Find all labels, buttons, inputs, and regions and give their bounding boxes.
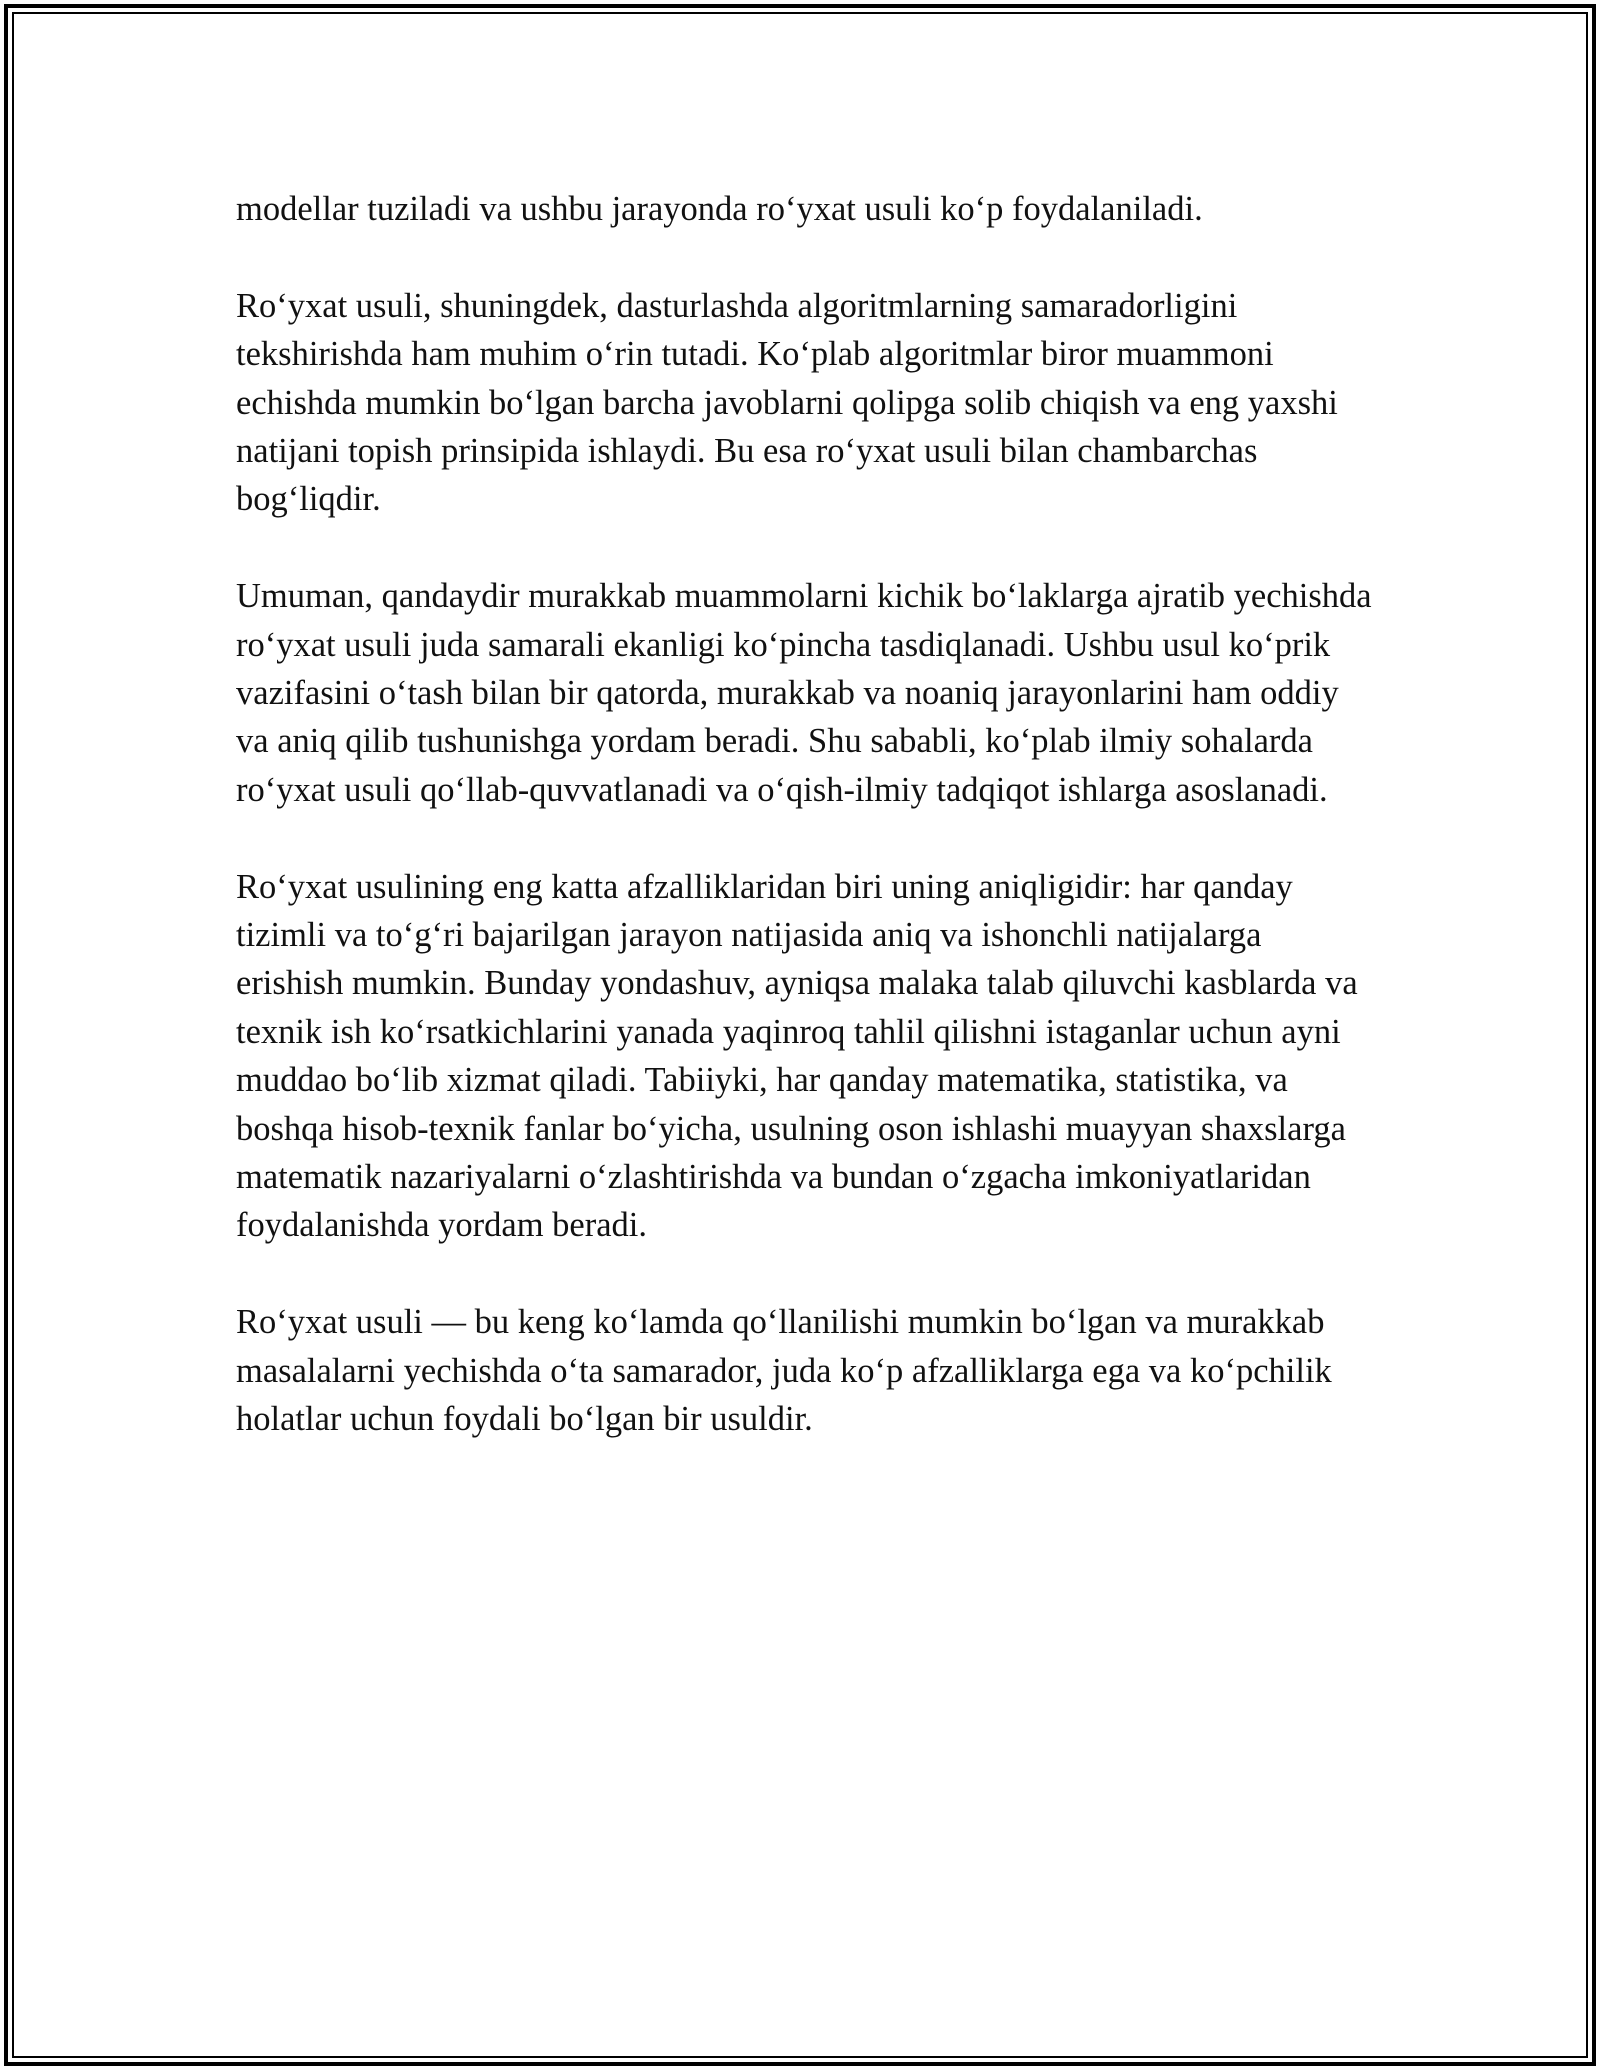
paragraph-1: modellar tuziladi va ushbu jarayonda ro‘yxat usuli ko‘p foydalaniladi. [236, 190, 1203, 228]
document-body [236, 185, 1376, 1492]
paragraph-2: Ro‘yxat usuli, shuningdek, dasturlashda algoritmlarning samaradorligini tekshirishda ham muhim o‘rin tutadi. Ko‘plab algoritmlar biror muammoni echishda mumkin bo‘lgan barcha javoblarni qolipga solib chiqish va eng yaxshi natijani topish prinsipida ishlaydi. Bu esa ro‘yxat usuli bilan chambarchas bog‘liqdir. [236, 286, 1338, 519]
paragraph-4: Ro‘yxat usulining eng katta afzalliklaridan biri uning aniqligidir: har qanday tizimli va to‘g‘ri bajarilgan jarayon natijasida aniq va ishonchli natijalarga erishish mumkin. Bunday yondashuv, ayniqsa malaka talab qiluvchi kasblarda va texnik ish ko‘rsatkichlarini yanada yaqinroq tahlil qilishni istaganlar uchun ayni muddao bo‘lib xizmat qiladi. Tabiiyki, har qanday matematika, statistika, va boshqa hisob-texnik fanlar bo‘yicha, usulning oson ishlashi muayyan shaxslarga matematik nazariyalarni o‘zlashtirishda va bundan o‘zgacha imkoniyatlaridan foydalanishda yordam beradi. [236, 867, 1358, 1245]
paragraph-3: Umuman, qandaydir murakkab muammolarni kichik bo‘laklarga ajratib yechishda ro‘yxat usuli juda samarali ekanligi ko‘pincha tasdiqlanadi. Ushbu usul ko‘prik vazifasini o‘tash bilan bir qatorda, murakkab va noaniq jarayonlarini ham oddiy va aniq qilib tushunishga yordam beradi. Shu sababli, ko‘plab ilmiy sohalarda ro‘yxat usuli qo‘llab-quvvatlanadi va o‘qish-ilmiy tadqiqot ishlarga asoslanadi. [236, 577, 1372, 809]
paragraph-5: Ro‘yxat usuli — bu keng ko‘lamda qo‘llanilishi mumkin bo‘lgan va murakkab masalalarni yechishda o‘ta samarador, juda ko‘p afzalliklarga ega va ko‘pchilik holatlar uchun foydali bo‘lgan bir usuldir. [236, 1303, 1332, 1439]
